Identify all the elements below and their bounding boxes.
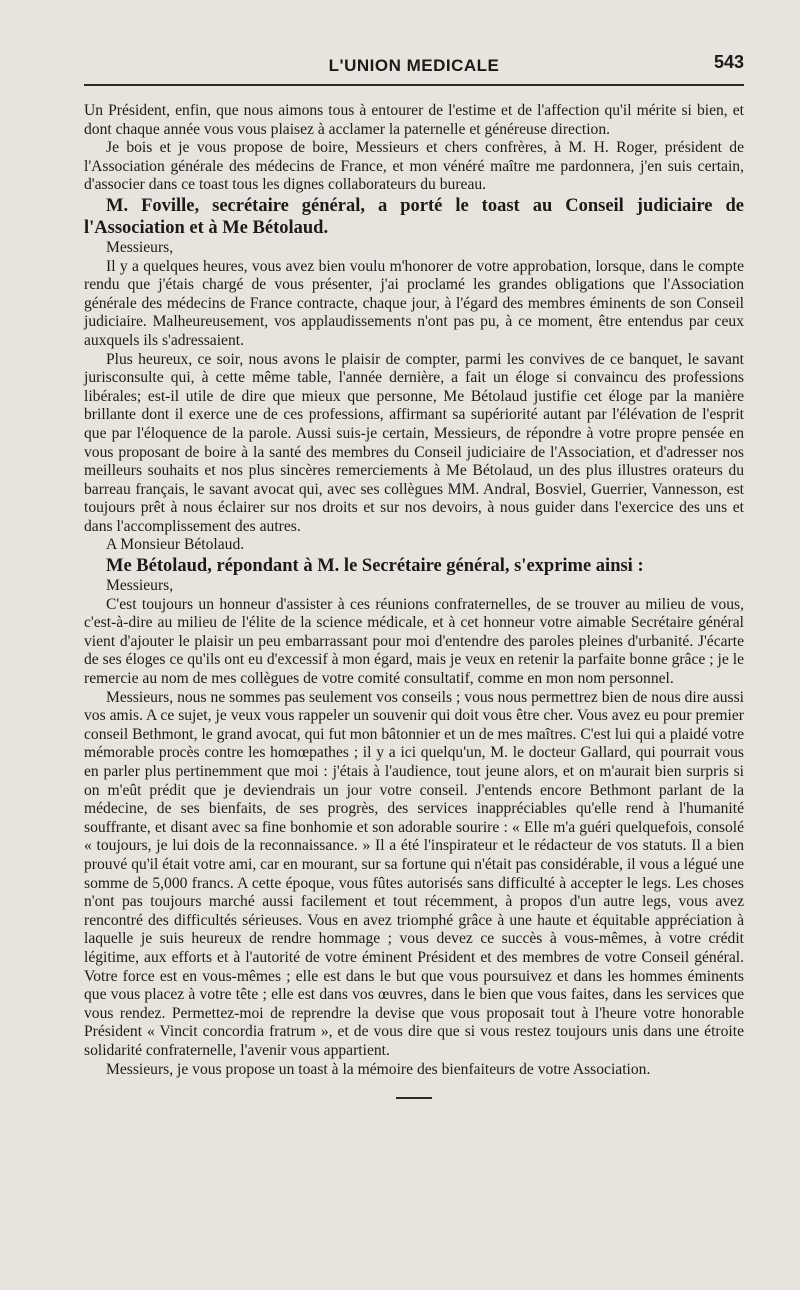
page-header	[84, 48, 744, 86]
paragraph: Plus heureux, ce soir, nous avons le plaisir de compter, parmi les convives de ce banquet, le savant jurisconsulte qui, à cette même table, l'année dernière, a fait un éloge si convaincu des professions libérales; est-il utile de dire que mieux que personne, Me Bétolaud justifie cet éloge par la manière brillante dont il exerce une de ces professions, affirmant sa supériorité autant par l'élévation de l'esprit que par l'éloquence de la parole. Aussi suis-je certain, Messieurs, de répondre à votre propre pensée en vous proposant de boire à la santé des membres du Conseil judiciaire de l'Association, et d'adresser nos meilleurs souhaits et nos plus sincères remerciements à Me Bétolaud, un des plus illustres orateurs du barreau français, le savant avocat qui, avec ses collègues MM. Andral, Bosviel, Guerrier, Vannesson, est toujours prêt à nous éclairer sur nos droits et sur nos devoirs, à nous guider dans l'exercice des uns et dans l'accomplissement des autres.	[84, 350, 744, 535]
page-number: 543	[713, 52, 744, 72]
paragraph: Je bois et je vous propose de boire, Messieurs et chers confrères, à M. H. Roger, président de l'Association générale des médecins de France, et mon vénéré maître me pardonnera, j'en suis certain, d'associer dans ce toast tous les dignes collaborateurs du bureau.	[84, 139, 744, 194]
article-body	[84, 102, 744, 1099]
section-heading: Me Bétolaud, répondant à M. le Secrétaire général, s'exprime ainsi :	[106, 556, 644, 577]
end-rule	[396, 1097, 432, 1099]
paragraph: Messieurs, je vous propose un toast à la mémoire des bienfaiteurs de votre Association.	[106, 1060, 651, 1078]
paragraph: Un Président, enfin, que nous aimons tous à entourer de l'estime et de l'affection qu'il mérite si bien, et dont chaque année vous vous plaisez à acclamer la paternelle et généreuse direction.	[84, 102, 744, 138]
paragraph: Messieurs, nous ne sommes pas seulement vos conseils ; vous nous permettrez bien de nous dire aussi vos amis. A ce sujet, je veux vous rappeler un souvenir qui doit vous être cher. Vous avez eu pour premier conseil Bethmont, le grand avocat, qui fut mon bâtonnier et un de mes maîtres. C'est lui qui a plaidé votre mémorable procès contre les homœpathes ; il y a ici quelqu'un, M. le docteur Gallard, qui pourrait vous en parler plus pertinemment que moi : j'étais à l'audience, tout jeune alors, et on m'aurait bien surpris si on m'eût prédit que je deviendrais un jour votre conseil. J'entends encore Bethmont parlant de la médecine, de ses bienfaits, de ses progrès, des services inappréciables qu'elle rend à l'humanité souffrante, et disant avec sa fine bonhomie et son adorable sourire : « Elle m'a guéri quelquefois, consolé « toujours, je lui dois de la reconnaissance. » Il a été l'inspirateur et le rédacteur de vos statuts. Il a bien prouvé qu'il était votre ami, car en mourant, sur sa fortune qui n'était pas considérable, il vous a légué une somme de 5,000 francs. A cette époque, vous fûtes autorisés sans difficulté à accepter le legs. Les choses n'ont pas toujours marché aussi facilement et tout récemment, à propos d'un autre legs, vous avez rencontré des difficultés sérieuses. Vous en avez triomphé grâce à une haute et équitable appréciation à laquelle je suis heureux de rendre hommage ; vous devez ce succès à vous-mêmes, à votre crédit légitime, aux efforts et à l'autorité de votre éminent Président et des membres de votre Conseil général. Votre force est en vous-mêmes ; elle est dans le but que vous poursuivez et dans les hommes éminents que vous placez à votre tête ; elle est dans vos œuvres, dans le bien que vous faites, dans les services que vous rendez. Permettez-moi de reprendre la devise que vous proposait tout à l'heure votre honorable Président « Vincit concordia fratrum », et de vous dire que si vous restez toujours unis dans une étroite solidarité confraternelle, l'avenir vous appartient.	[84, 688, 744, 1059]
paragraph: Il y a quelques heures, vous avez bien voulu m'honorer de votre approbation, lorsque, dans le compte rendu que j'étais chargé de vous présenter, j'ai proclamé les grandes obligations que l'Association générale des médecins de France contracte, chaque jour, à l'égard des membres éminents de son Conseil judiciaire. Malheureusement, vos applaudissements n'ont pas pu, à ce moment, être entendus par ceux auxquels ils s'adressaient.	[84, 257, 744, 349]
salutation: Messieurs,	[106, 238, 174, 256]
toast-signoff: A Monsieur Bétolaud.	[106, 536, 245, 554]
running-title: L'UNION MEDICALE	[328, 56, 500, 75]
paragraph: C'est toujours un honneur d'assister à ces réunions confraternelles, de se trouver au milieu de vous, c'est-à-dire au milieu de l'élite de la science médicale, et à cet honneur votre aimable Secrétaire général vient d'ajouter le plaisir un peu embarrassant pour moi d'entendre des paroles pleines d'urbanité. J'écarte de ses éloges ce qu'ils ont eu d'excessif à mon égard, mais je veux en retenir la parfaite bonne grâce ; je le remercie au nom de mes collègues de votre comité consultatif, comme en mon nom personnel.	[84, 595, 744, 688]
section-heading: M. Foville, secrétaire général, a porté le toast au Conseil judiciaire de l'Association et à Me Bétolaud.	[84, 195, 744, 238]
salutation: Messieurs,	[106, 577, 174, 595]
